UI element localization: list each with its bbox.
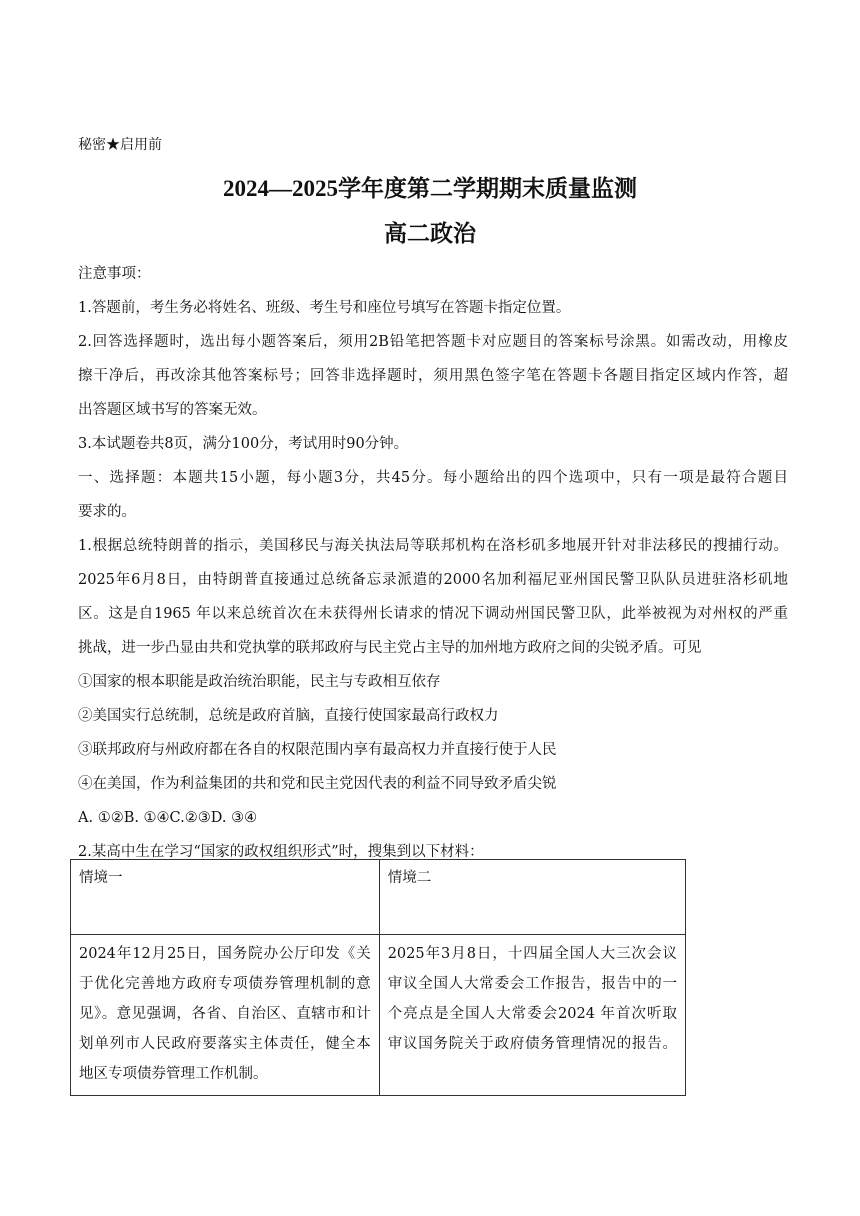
exam-title: 2024—2025学年度第二学期期末质量监测	[223, 176, 637, 201]
table-cell-situation-2	[379, 935, 685, 1096]
cell-line: 个亮点是全国人大常委会2024 年首次听取	[387, 1006, 677, 1022]
exam-subtitle: 高二政治	[384, 221, 476, 246]
cell-line: 审议国务院关于政府债务管理情况的报告。	[387, 1036, 677, 1052]
question1-option-3: ③联邦政府与州政府都在各自的权限范围内享有最高权力并直接行使于人民	[78, 742, 557, 758]
question2-stem: 2.某高中生在学习“国家的政权组织形式”时，搜集到以下材料：	[78, 844, 484, 860]
notice-block	[78, 257, 788, 869]
notice-line: 3.本试题卷共8页，满分100分，考试用时90分钟。	[78, 436, 409, 452]
section-heading: 一、选择题：本题共15小题，每小题3分，共45分。每小题给出的四个选项中，只有一项是最符合题目	[78, 470, 788, 486]
cell-line: 2025年3月8日，十四届全国人大三次会议	[387, 946, 677, 962]
cell-line: 划单列市人民政府要落实主体责任，健全本	[79, 1036, 371, 1052]
table-cell-situation-1	[71, 935, 380, 1096]
question1-stem: 2025年6月8日，由特朗普直接通过总统备忘录派遣的2000名加利福尼亚州国民警卫队队员进驻洛杉矶地	[78, 572, 788, 588]
cell-line: 2024年12月25日，国务院办公厅印发《关	[79, 946, 371, 962]
notice-line: 1.答题前，考生务必将姓名、班级、考生号和座位号填写在答题卡指定位置。	[78, 300, 571, 316]
question1-stem: 1.根据总统特朗普的指示，美国移民与海关执法局等联邦机构在洛杉矶多地展开针对非法移民的搜捕行动。	[78, 538, 788, 554]
question1-option-1: ①国家的根本职能是政治统治职能，民主与专政相互依存	[78, 674, 441, 690]
question1-choices: A. ①②B. ①④C.②③D. ③④	[78, 810, 258, 826]
notice-heading: 注意事项：	[78, 266, 151, 282]
material-table	[70, 859, 686, 1096]
cell-line: 地区专项债券管理工作机制。	[79, 1066, 268, 1082]
question1-stem: 挑战，进一步凸显由共和党执掌的联邦政府与民主党占主导的加州地方政府之间的尖锐矛盾。可见	[78, 640, 702, 656]
table-header-row	[71, 860, 686, 935]
notice-line: 擦干净后，再改涂其他答案标号；回答非选择题时，须用黑色签字笔在答题卡各题目指定区域内作答，超	[78, 368, 788, 384]
notice-line: 2.回答选择题时，选出每小题答案后，须用2B铅笔把答题卡对应题目的答案标号涂黑。如需改动，用橡皮	[78, 334, 788, 350]
cell-line: 于优化完善地方政府专项债券管理机制的意	[79, 976, 371, 992]
question1-stem: 区。这是自1965 年以来总统首次在未获得州长请求的情况下调动州国民警卫队，此举被视为对州权的严重	[78, 606, 788, 622]
cell-line: 见》。意见强调，各省、自治区、直辖市和计	[79, 1006, 371, 1022]
table-header-cell: 情境二	[379, 860, 685, 935]
question1-option-4: ④在美国，作为利益集团的共和党和民主党因代表的利益不同导致矛盾尖锐	[78, 776, 557, 792]
section-heading-cont: 要求的。	[78, 504, 136, 520]
table-row	[71, 935, 686, 1096]
cell-line: 审议全国人大常委会工作报告，报告中的一	[387, 976, 677, 992]
secret-label: 秘密★启用前	[78, 137, 162, 153]
question1-option-2: ②美国实行总统制，总统是政府首脑，直接行使国家最高行政权力	[78, 708, 499, 724]
table-header-cell: 情境一	[71, 860, 380, 935]
notice-line: 出答题区域书写的答案无效。	[78, 402, 267, 418]
